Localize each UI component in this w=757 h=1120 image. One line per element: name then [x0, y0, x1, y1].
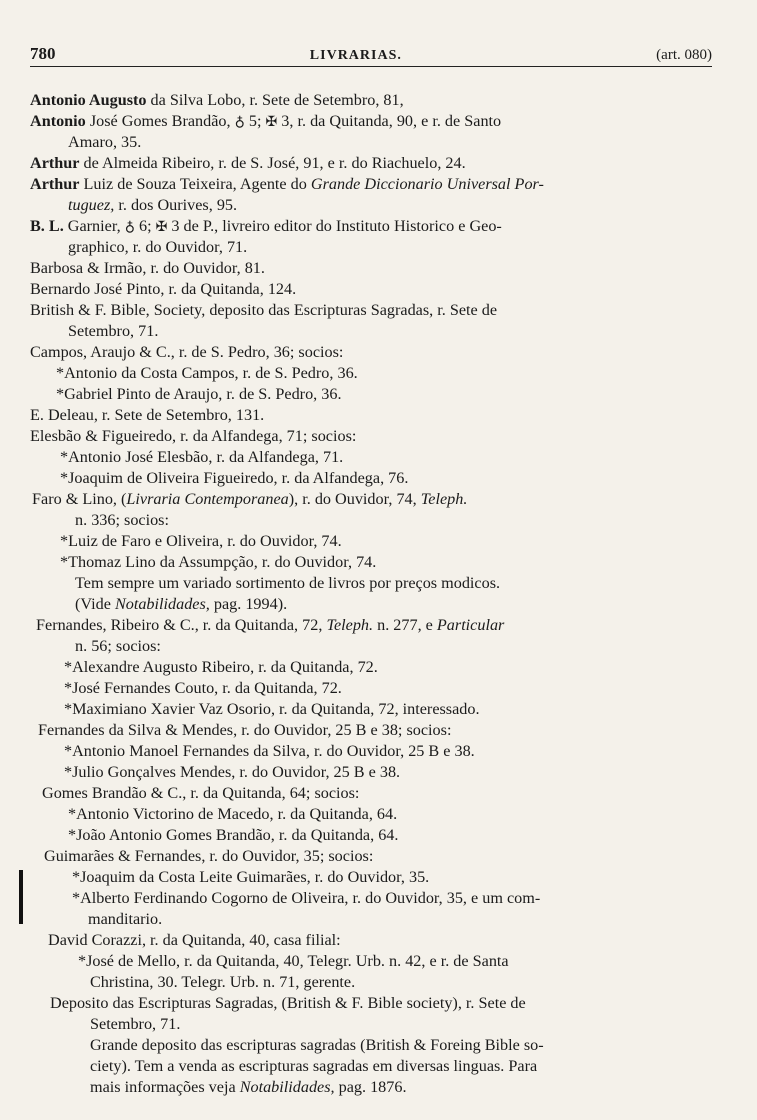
symbol-icon: ✠ [155, 220, 168, 235]
entry-line [75, 636, 161, 656]
entry-text: Gomes Brandão & C., r. da Quitanda, 64; socios: [42, 784, 360, 802]
entry-text: Setembro, 71. [90, 1015, 181, 1033]
entry-text: *José de Mello, r. da Quitanda, 40, Telegr. Urb. n. 42, e r. de Santa [78, 952, 509, 970]
entry-line [75, 510, 169, 530]
entry-text: tuguez, [68, 196, 115, 214]
entry-text: Bernardo José Pinto, r. da Quitanda, 124. [30, 280, 297, 298]
entry-line [90, 972, 355, 992]
entry-line [30, 300, 497, 320]
entry-line [68, 321, 158, 341]
entry-line [56, 384, 342, 404]
entry-line [56, 363, 358, 383]
entry-line [68, 804, 397, 824]
entry-line [32, 489, 467, 509]
page-header [30, 40, 712, 67]
entry-line [30, 90, 404, 110]
entry-text: *José Fernandes Couto, r. da Quitanda, 72. [64, 679, 342, 697]
entry-text: Christina, 30. Telegr. Urb. n. 71, gerente. [90, 973, 356, 991]
entry-text: 5; [244, 112, 266, 130]
entry-line [88, 909, 162, 929]
entry-text: *Alexandre Augusto Ribeiro, r. da Quitanda, 72. [64, 658, 378, 676]
entry-text: manditario. [88, 910, 163, 928]
entry-text: n. 277, e [373, 616, 437, 634]
entry-text: E. Deleau, r. Sete de Setembro, 131. [30, 406, 265, 424]
entry-text: n. 56; socios: [75, 637, 161, 655]
entry-text: Notabilidades, [239, 1078, 335, 1096]
entry-text: Particular [436, 616, 505, 634]
entry-text: *Luiz de Faro e Oliveira, r. do Ouvidor, 74. [60, 532, 342, 550]
entry-line [36, 615, 504, 635]
entry-line [50, 993, 526, 1013]
entry-text: Arthur [30, 154, 80, 172]
entry-text: *Julio Gonçalves Mendes, r. do Ouvidor, 25 B e 38. [64, 763, 401, 781]
running-title: LIVRARIAS. [309, 48, 402, 63]
entry-text: *Gabriel Pinto de Araujo, r. de S. Pedro, 36. [56, 385, 342, 403]
entry-line [68, 825, 398, 845]
entry-text: pag. 1994). [209, 595, 288, 613]
entry-text: British & F. Bible, Society, deposito das Escripturas Sagradas, r. Sete de [30, 301, 498, 319]
entry-text: *João Antonio Gomes Brandão, r. da Quitanda, 64. [68, 826, 399, 844]
entry-text: Guimarães & Fernandes, r. do Ouvidor, 35; socios: [44, 847, 374, 865]
entry-text: *Antonio Manoel Fernandes da Silva, r. do Ouvidor, 25 B e 38. [64, 742, 475, 760]
entry-text: r. dos Ourives, 95. [114, 196, 238, 214]
entry-text: n. 336; socios: [75, 511, 169, 529]
entry-text: Livraria Contemporanea [126, 490, 289, 508]
entry-text: 3 de P., livreiro editor do Instituto Historico e Geo- [167, 217, 502, 235]
entry-text: da Silva Lobo, r. Sete de Setembro, 81, [146, 91, 404, 109]
entry-text: Tem sempre um variado sortimento de livros por preços modicos. [75, 574, 501, 592]
entry-text: pag. 1876. [334, 1078, 407, 1096]
entry-line [48, 930, 341, 950]
entry-line [68, 237, 247, 257]
entry-text: David Corazzi, r. da Quitanda, 40, casa filial: [48, 931, 341, 949]
entry-text: Arthur [30, 175, 80, 193]
symbol-icon: ♁ [234, 115, 245, 130]
entry-text: Antonio Augusto [30, 91, 147, 109]
entry-line [30, 174, 544, 194]
entry-line [60, 552, 376, 572]
entry-line [60, 447, 343, 467]
symbol-icon: ✠ [265, 115, 278, 130]
entry-text: de Almeida Ribeiro, r. de S. José, 91, e r. do Riachuelo, 24. [79, 154, 466, 172]
entry-text: graphico, r. do Ouvidor, 71. [68, 238, 248, 256]
entry-line [30, 342, 343, 362]
entry-line [90, 1014, 180, 1034]
entry-line [30, 216, 502, 236]
entry-text: *Maximiano Xavier Vaz Osorio, r. da Quitanda, 72, interessado. [64, 700, 480, 718]
entry-text: *Antonio José Elesbão, r. da Alfandega, 71. [60, 448, 344, 466]
entry-text: Setembro, 71. [68, 322, 159, 340]
entry-text: (Vide [75, 595, 115, 613]
entry-line [64, 657, 378, 677]
entry-line [64, 699, 480, 719]
entry-text: ciety). Tem a venda as escripturas sagradas em diversas linguas. Para [90, 1057, 538, 1075]
entry-line [72, 888, 540, 908]
entry-text: B. L. [30, 217, 64, 235]
entry-text: Antonio [30, 112, 86, 130]
entry-line [90, 1056, 537, 1076]
entry-line [68, 132, 141, 152]
entry-text: *Alberto Ferdinando Cogorno de Oliveira, r. do Ouvidor, 35, e um com- [72, 889, 541, 907]
entry-text: José Gomes Brandão, [85, 112, 235, 130]
entry-line [30, 153, 466, 173]
entry-text: *Thomaz Lino da Assumpção, r. do Ouvidor, 74. [60, 553, 377, 571]
entry-text: Barbosa & Irmão, r. do Ouvidor, 81. [30, 259, 265, 277]
entry-line [30, 279, 296, 299]
entry-text: Elesbão & Figueiredo, r. da Alfandega, 71; socios: [30, 427, 357, 445]
entry-line [60, 468, 408, 488]
entry-text: *Joaquim da Costa Leite Guimarães, r. do Ouvidor, 35. [72, 868, 430, 886]
symbol-icon: ♁ [124, 220, 135, 235]
entry-line [72, 867, 429, 887]
entry-text: Deposito das Escripturas Sagradas, (British & F. Bible society), r. Sete de [50, 994, 526, 1012]
entry-text: Teleph. [326, 616, 374, 634]
entry-text: Teleph. [420, 490, 468, 508]
page-number: 780 [30, 44, 56, 63]
entry-line [30, 111, 501, 131]
entry-line [68, 195, 237, 215]
entry-line [64, 678, 342, 698]
margin-bar [19, 870, 23, 924]
entry-text: Amaro, 35. [68, 133, 142, 151]
entry-line [30, 258, 265, 278]
entry-text: ), r. do Ouvidor, 74, [288, 490, 421, 508]
entry-line [75, 573, 500, 593]
entry-text: Faro & Lino, ( [32, 490, 127, 508]
entry-text: Grande deposito das escripturas sagradas (British & Foreing Bible so- [90, 1036, 544, 1054]
entry-text: Luiz de Souza Teixeira, Agente do [79, 175, 311, 193]
entry-line [38, 720, 451, 740]
entry-line [30, 405, 264, 425]
entry-line [30, 426, 356, 446]
entry-text: Fernandes, Ribeiro & C., r. da Quitanda, 72, [36, 616, 327, 634]
entry-line [44, 846, 373, 866]
entry-text: *Joaquim de Oliveira Figueiredo, r. da Alfandega, 76. [60, 469, 409, 487]
entry-text: Grande Diccionario Universal Por- [310, 175, 544, 193]
entry-line [75, 594, 287, 614]
entry-line [64, 741, 475, 761]
entry-line [90, 1035, 544, 1055]
entry-line [60, 531, 342, 551]
entry-text: Campos, Araujo & C., r. de S. Pedro, 36; socios: [30, 343, 344, 361]
entry-text: Notabilidades, [114, 595, 210, 613]
entry-text: mais informações veja [90, 1078, 240, 1096]
article-reference: (art. 080) [656, 47, 712, 63]
entry-line [64, 762, 400, 782]
entry-text: Garnier, [63, 217, 125, 235]
entry-line [78, 951, 509, 971]
entry-line [42, 783, 359, 803]
entry-line [90, 1077, 407, 1097]
entry-text: 3, r. da Quitanda, 90, e r. de Santo [277, 112, 502, 130]
entry-text: 6; [134, 217, 156, 235]
entry-text: Fernandes da Silva & Mendes, r. do Ouvidor, 25 B e 38; socios: [38, 721, 452, 739]
entry-text: *Antonio da Costa Campos, r. de S. Pedro, 36. [56, 364, 358, 382]
entry-text: *Antonio Victorino de Macedo, r. da Quitanda, 64. [68, 805, 398, 823]
